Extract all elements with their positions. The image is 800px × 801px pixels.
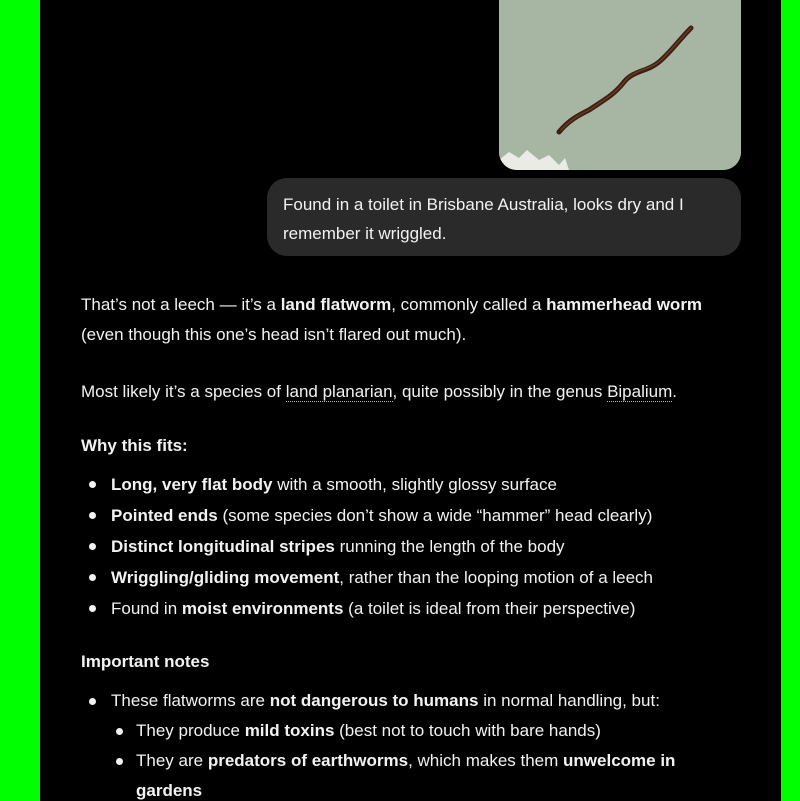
- bullet-icon: [116, 728, 123, 735]
- list-item: [81, 562, 653, 593]
- bold-text: predators of earthworms: [207, 751, 409, 770]
- fits-list: [81, 469, 653, 624]
- text: Most likely it’s a species of: [81, 382, 286, 401]
- bullet-icon: [89, 605, 96, 612]
- text: They produce: [136, 721, 245, 740]
- text: with a smooth, slightly glossy surface: [272, 475, 557, 494]
- bold-text: Pointed ends: [111, 506, 218, 525]
- text: .: [672, 382, 677, 401]
- bullet-icon: [116, 758, 123, 765]
- bold-text: land flatworm: [280, 295, 392, 314]
- bullet-icon: [89, 512, 96, 519]
- worm-photo[interactable]: [499, 0, 741, 170]
- text: (best not to touch with bare hands): [334, 721, 601, 740]
- bullet-icon: [89, 481, 96, 488]
- bold-text: unwelcome in gardens: [136, 751, 676, 800]
- worm-image: [499, 0, 741, 170]
- text: These flatworms are: [111, 691, 270, 710]
- bold-text: moist environments: [181, 599, 344, 618]
- text: in normal handling, but:: [478, 691, 660, 710]
- bold-text: not dangerous to humans: [269, 691, 479, 710]
- text: (even though this one’s head isn’t flared out much).: [81, 325, 467, 344]
- link-bipalium[interactable]: Bipalium: [607, 382, 673, 401]
- text: , rather than the looping motion of a leech: [339, 568, 654, 587]
- text: (some species don’t show a wide “hammer” head clearly): [217, 506, 653, 525]
- bold-text: hammerhead worm: [546, 295, 703, 314]
- user-message-text: Found in a toilet in Brisbane Australia, looks dry and I remember it wriggled.: [283, 195, 684, 243]
- list-item: [81, 686, 736, 801]
- sub-list-item: [111, 746, 736, 801]
- text: , quite possibly in the genus: [392, 382, 608, 401]
- text: They are: [136, 751, 208, 770]
- sub-list-item: [111, 716, 736, 746]
- notes-sublist: [111, 716, 736, 801]
- list-item: [81, 593, 653, 624]
- bold-text: Distinct longitudinal stripes: [111, 537, 335, 556]
- chat-panel: [40, 0, 781, 801]
- notes-list: [81, 686, 736, 801]
- notes-heading: Important notes: [81, 652, 210, 671]
- bullet-icon: [89, 698, 96, 705]
- list-item: [81, 500, 653, 531]
- bold-text: mild toxins: [244, 721, 335, 740]
- answer-paragraph-intro: [81, 290, 741, 350]
- link-land-planarian[interactable]: land planarian: [285, 382, 393, 401]
- bullet-icon: [89, 543, 96, 550]
- text: (a toilet is ideal from their perspective): [343, 599, 636, 618]
- user-message-bubble: [267, 178, 741, 256]
- text: , which makes them: [408, 751, 564, 770]
- bullet-icon: [89, 574, 96, 581]
- text: , commonly called a: [391, 295, 547, 314]
- list-item: [81, 531, 653, 562]
- fits-heading: Why this fits:: [81, 436, 188, 455]
- text: running the length of the body: [334, 537, 565, 556]
- bold-text: Long, very flat body: [111, 475, 273, 494]
- answer-paragraph-species: [81, 377, 771, 407]
- text: That’s not a leech — it’s a: [81, 295, 281, 314]
- bold-text: Wriggling/gliding movement: [111, 568, 340, 587]
- list-item: [81, 469, 653, 500]
- text: Found in: [111, 599, 182, 618]
